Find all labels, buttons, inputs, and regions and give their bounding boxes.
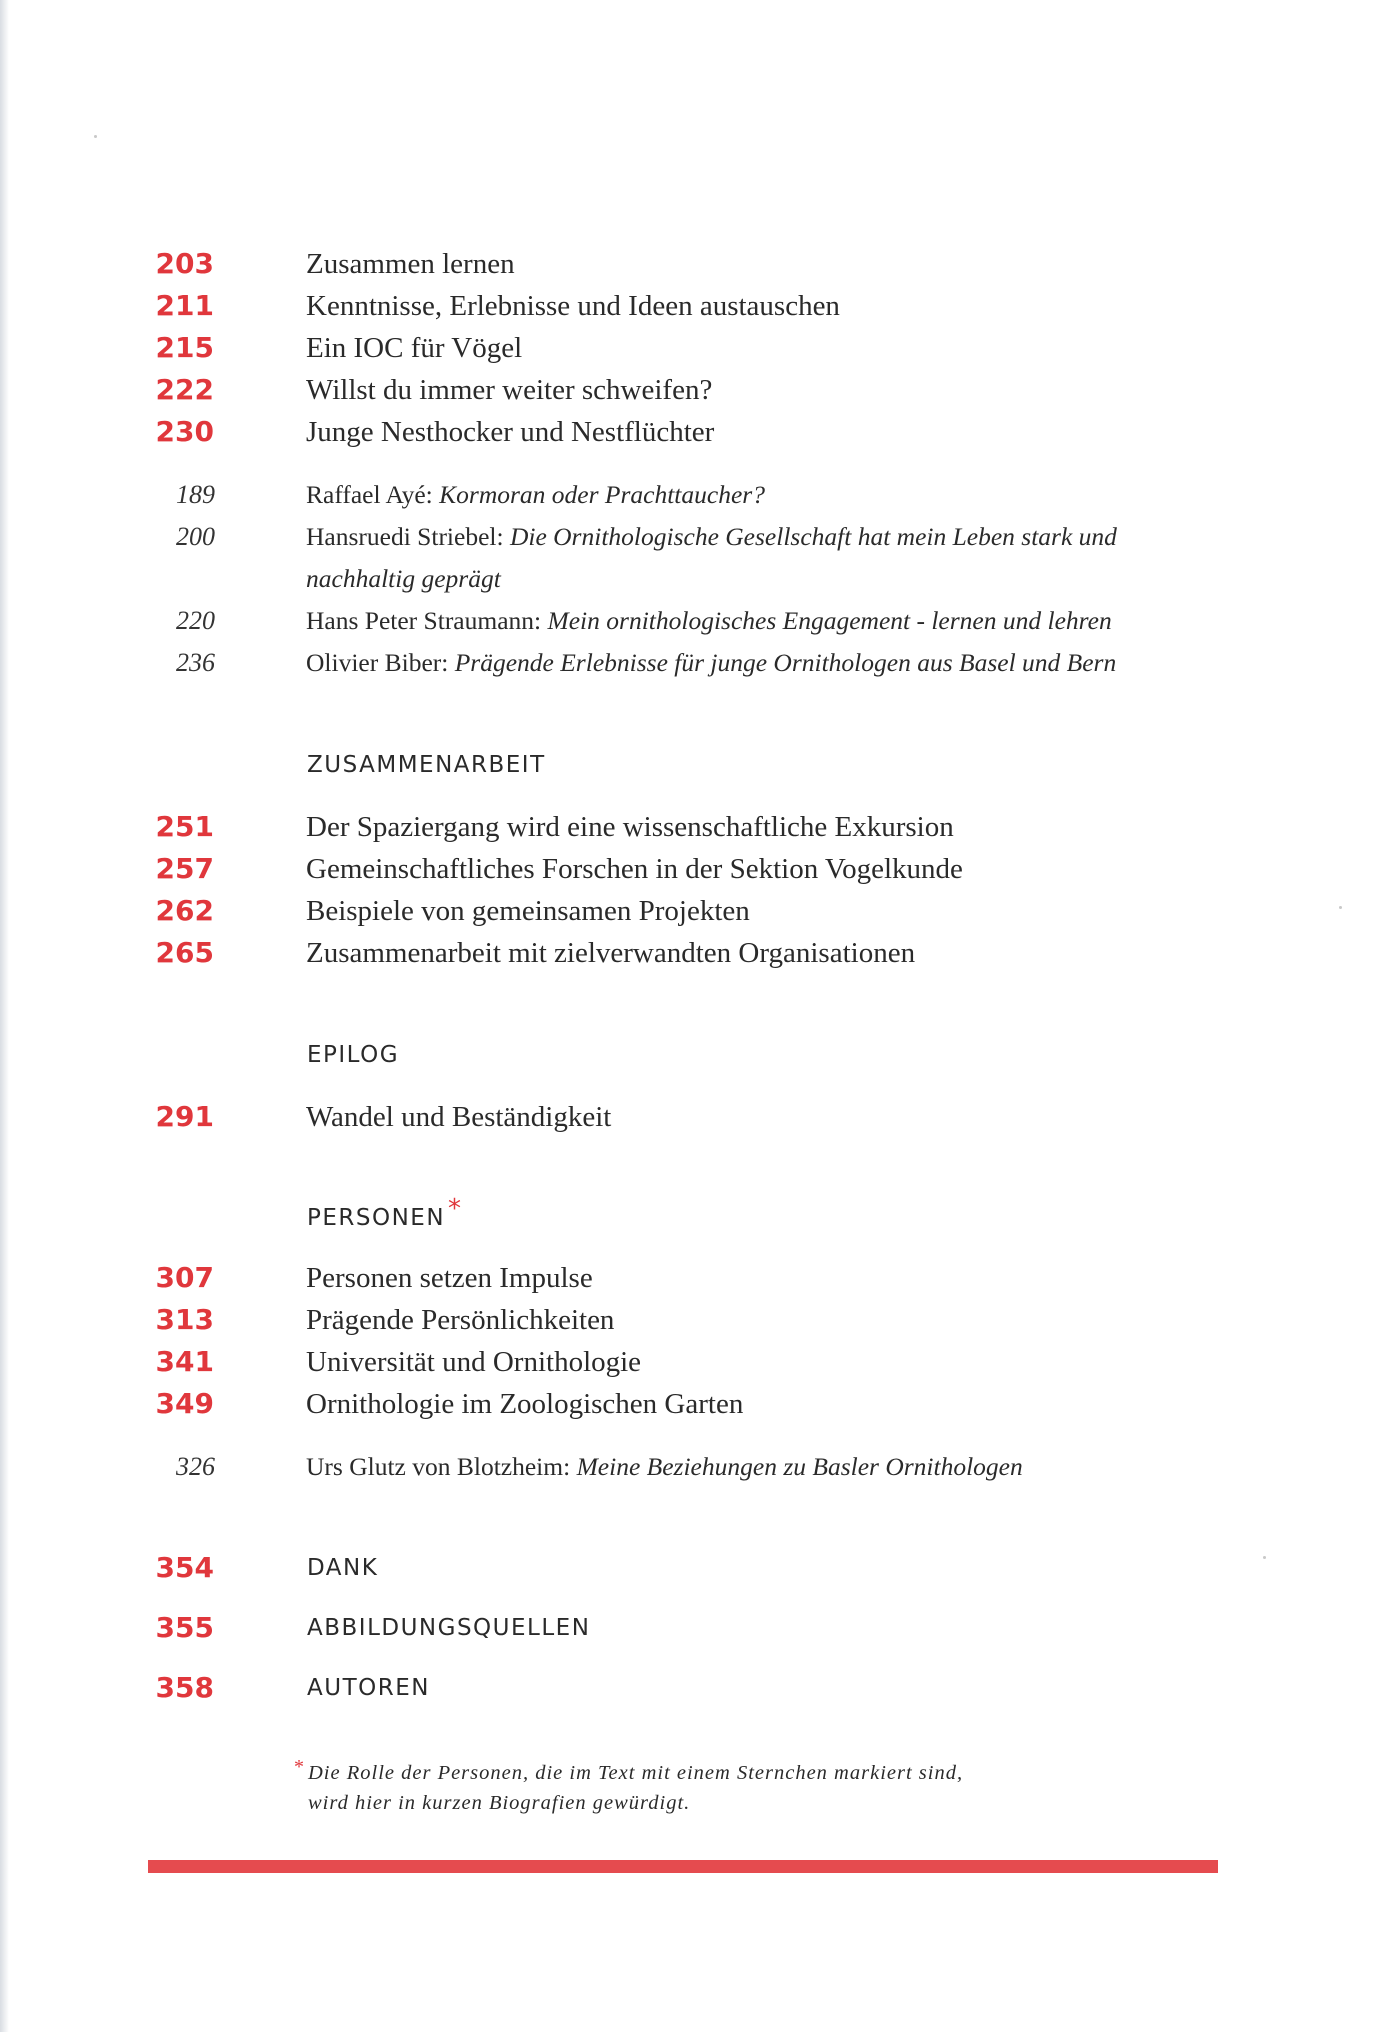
entry-title: Zusammen lernen xyxy=(306,248,515,280)
red-rule xyxy=(148,1860,1218,1873)
essay-author: Hansruedi Striebel: xyxy=(306,522,504,551)
entry-title: Der Spaziergang wird eine wissenschaftliche Exkursion xyxy=(306,811,954,843)
entry-title: Prägende Persönlichkeiten xyxy=(306,1304,615,1336)
scan-speck xyxy=(1263,1556,1266,1559)
footnote xyxy=(294,1758,1074,1818)
back-matter-title: DANK xyxy=(307,1555,379,1581)
essay-text xyxy=(306,642,1206,684)
entry-title: Gemeinschaftliches Forschen in der Sektion Vogelkunde xyxy=(306,853,963,885)
page-number: 222 xyxy=(155,373,214,406)
essay-title-continuation: nachhaltig geprägt xyxy=(306,564,501,593)
scan-speck xyxy=(1339,906,1342,909)
essay-page-number: 189 xyxy=(176,480,215,509)
page-number: 307 xyxy=(155,1261,214,1294)
page-number: 230 xyxy=(155,415,214,448)
essay-page-number: 326 xyxy=(176,1452,215,1481)
page-number: 355 xyxy=(155,1611,214,1644)
essay-title: Meine Beziehungen zu Basler Ornithologen xyxy=(576,1452,1023,1481)
essay-page-number: 220 xyxy=(176,606,215,635)
page-number: 211 xyxy=(155,289,214,322)
entry-title: Zusammenarbeit mit zielverwandten Organisationen xyxy=(306,937,916,969)
footnote-line-2: wird hier in kurzen Biografien gewürdigt. xyxy=(308,1792,691,1814)
footnote-asterisk: * xyxy=(294,1756,305,1778)
essay-text xyxy=(306,474,1206,516)
entry-title: Willst du immer weiter schweifen? xyxy=(306,374,713,406)
page-number: 251 xyxy=(155,810,214,843)
essay-page-number: 200 xyxy=(176,522,215,551)
page-number: 265 xyxy=(155,936,214,969)
essay-author: Urs Glutz von Blotzheim: xyxy=(306,1452,571,1481)
page-number: 262 xyxy=(155,894,214,927)
essay-title: Die Ornithologische Gesellschaft hat mein Leben stark und xyxy=(509,522,1117,551)
entry-title: Ein IOC für Vögel xyxy=(306,332,523,364)
book-spine-shadow xyxy=(0,0,9,2032)
essay-title: Prägende Erlebnisse für junge Ornithologen aus Basel und Bern xyxy=(454,648,1117,677)
section-heading: EPILOG xyxy=(307,1042,400,1068)
entry-title: Personen setzen Impulse xyxy=(306,1262,593,1294)
page-number: 215 xyxy=(155,331,214,364)
scan-speck xyxy=(94,135,97,138)
entry-title: Wandel und Beständigkeit xyxy=(306,1101,612,1133)
section-heading: ZUSAMMENARBEIT xyxy=(307,752,546,778)
section-heading xyxy=(307,1194,463,1233)
entry-title: Junge Nesthocker und Nestflüchter xyxy=(306,416,715,448)
page-number: 358 xyxy=(155,1671,214,1704)
page-number: 257 xyxy=(155,852,214,885)
essay-author: Raffael Ayé: xyxy=(306,480,433,509)
back-matter-title: AUTOREN xyxy=(307,1675,430,1701)
essay-author: Hans Peter Straumann: xyxy=(306,606,542,635)
footnote-line-1: Die Rolle der Personen, die im Text mit einem Sternchen markiert sind, xyxy=(308,1762,964,1784)
page-number: 291 xyxy=(155,1100,214,1133)
page-number: 349 xyxy=(155,1387,214,1420)
essay-title: Mein ornithologisches Engagement - lernen und lehren xyxy=(547,606,1112,635)
page-number: 203 xyxy=(155,247,214,280)
entry-title: Ornithologie im Zoologischen Garten xyxy=(306,1388,744,1420)
essay-text xyxy=(306,600,1206,642)
asterisk-mark: * xyxy=(448,1194,463,1224)
essay-text xyxy=(306,1446,1206,1488)
essay-page-number: 236 xyxy=(176,648,215,677)
entry-title: Universität und Ornithologie xyxy=(306,1346,642,1378)
section-heading-label: PERSONEN xyxy=(307,1205,446,1231)
page-number: 354 xyxy=(155,1551,214,1584)
entry-title: Kenntnisse, Erlebnisse und Ideen austauschen xyxy=(306,290,840,322)
essay-text xyxy=(306,516,1206,600)
essay-title: Kormoran oder Prachttaucher? xyxy=(439,480,765,509)
back-matter-title: ABBILDUNGSQUELLEN xyxy=(307,1615,591,1641)
entry-title: Beispiele von gemeinsamen Projekten xyxy=(306,895,750,927)
page-number: 313 xyxy=(155,1303,214,1336)
page-number: 341 xyxy=(155,1345,214,1378)
essay-author: Olivier Biber: xyxy=(306,648,449,677)
